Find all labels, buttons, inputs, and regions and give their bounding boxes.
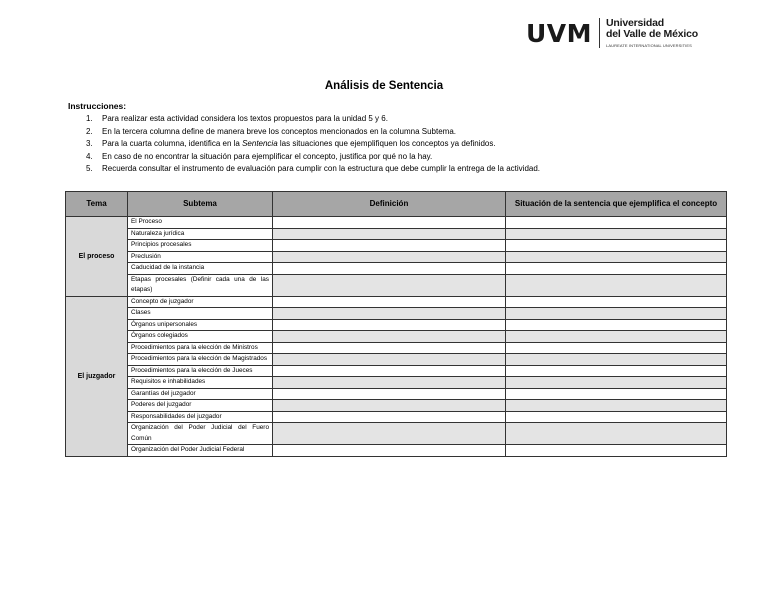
instruction-number: 2. [86, 126, 93, 136]
subtema-cell: Procedimientos para la elección de Magistrados [128, 354, 273, 366]
subtema-cell: Órganos colegiados [128, 331, 273, 343]
table-row [66, 354, 727, 366]
logo-wordmark [606, 18, 698, 48]
subtema-cell: Organización del Poder Judicial del Fuero Común [128, 423, 273, 445]
definicion-cell[interactable] [273, 240, 506, 252]
situacion-cell[interactable] [506, 240, 727, 252]
situacion-cell[interactable] [506, 319, 727, 331]
logo-mark: UVM [526, 18, 593, 48]
logo-line-2: del Valle de México [606, 28, 698, 40]
table-row [66, 296, 727, 308]
page-title: Análisis de Sentencia [324, 80, 444, 92]
instruction-emphasis: Sentencia [242, 139, 278, 149]
table-row [66, 228, 727, 240]
situacion-cell[interactable] [506, 263, 727, 275]
subtema-cell: El Proceso [128, 217, 273, 229]
table-header-row [66, 192, 727, 217]
instruction-item [86, 138, 540, 151]
subtema-cell: Responsabilidades del juzgador [128, 411, 273, 423]
logo-divider [599, 18, 600, 48]
situacion-cell[interactable] [506, 377, 727, 389]
table-row [66, 240, 727, 252]
definicion-cell[interactable] [273, 296, 506, 308]
table-row [66, 377, 727, 389]
situacion-cell[interactable] [506, 400, 727, 412]
subtema-cell: Organización del Poder Judicial Federal [128, 445, 273, 457]
table-row [66, 365, 727, 377]
instruction-text: En caso de no encontrar la situación para ejemplificar el concepto, justifica por qué no la hay. [102, 151, 433, 161]
definicion-cell[interactable] [273, 251, 506, 263]
definicion-cell[interactable] [273, 228, 506, 240]
table-row [66, 388, 727, 400]
subtema-cell: Órganos unipersonales [128, 319, 273, 331]
definicion-cell[interactable] [273, 263, 506, 275]
definicion-cell[interactable] [273, 365, 506, 377]
instruction-item [86, 163, 540, 176]
header-subtema: Subtema [128, 192, 273, 217]
situacion-cell[interactable] [506, 445, 727, 457]
table-row [66, 263, 727, 275]
subtema-cell: Etapas procesales (Definir cada una de las etapas) [128, 274, 273, 296]
instructions-list [86, 113, 540, 176]
situacion-cell[interactable] [506, 296, 727, 308]
table-row [66, 423, 727, 445]
table-row [66, 308, 727, 320]
definicion-cell[interactable] [273, 217, 506, 229]
situacion-cell[interactable] [506, 228, 727, 240]
definicion-cell[interactable] [273, 331, 506, 343]
definicion-cell[interactable] [273, 445, 506, 457]
definicion-cell[interactable] [273, 354, 506, 366]
header-situacion: Situación de la sentencia que ejemplifica el concepto [506, 192, 727, 217]
header-tema: Tema [66, 192, 128, 217]
instruction-item [86, 113, 540, 126]
logo-line-3: LAUREATE INTERNATIONAL UNIVERSITIES [606, 43, 692, 48]
situacion-cell[interactable] [506, 342, 727, 354]
table-row [66, 400, 727, 412]
instruction-number: 5. [86, 164, 93, 174]
situacion-cell[interactable] [506, 308, 727, 320]
definicion-cell[interactable] [273, 411, 506, 423]
instruction-text: En la tercera columna define de manera breve los conceptos mencionados en la columna Subtema. [102, 126, 456, 136]
situacion-cell[interactable] [506, 354, 727, 366]
subtema-cell: Principios procesales [128, 240, 273, 252]
subtema-cell: Preclusión [128, 251, 273, 263]
analysis-table [65, 191, 727, 457]
definicion-cell[interactable] [273, 423, 506, 445]
tema-cell: El proceso [66, 217, 128, 297]
instruction-text: Recuerda consultar el instrumento de evaluación para cumplir con la estructura que debe cumplir la entrega de la actividad. [102, 164, 541, 174]
subtema-cell: Requisitos e inhabilidades [128, 377, 273, 389]
subtema-cell: Concepto de juzgador [128, 296, 273, 308]
instruction-item [86, 151, 540, 164]
subtema-cell: Clases [128, 308, 273, 320]
definicion-cell[interactable] [273, 308, 506, 320]
tema-cell: El juzgador [66, 296, 128, 456]
definicion-cell[interactable] [273, 342, 506, 354]
table-row [66, 274, 727, 296]
subtema-cell: Caducidad de la instancia [128, 263, 273, 275]
situacion-cell[interactable] [506, 388, 727, 400]
subtema-cell: Procedimientos para la elección de Jueces [128, 365, 273, 377]
table-row [66, 217, 727, 229]
definicion-cell[interactable] [273, 319, 506, 331]
table-row [66, 445, 727, 457]
subtema-cell: Garantías del juzgador [128, 388, 273, 400]
situacion-cell[interactable] [506, 423, 727, 445]
definicion-cell[interactable] [273, 400, 506, 412]
uvm-logo [526, 17, 698, 49]
situacion-cell[interactable] [506, 331, 727, 343]
definicion-cell[interactable] [273, 274, 506, 296]
subtema-cell: Naturaleza jurídica [128, 228, 273, 240]
logo-line-1: Universidad [606, 17, 664, 29]
subtema-cell: Procedimientos para la elección de Ministros [128, 342, 273, 354]
instruction-number: 1. [86, 114, 93, 123]
table-row [66, 331, 727, 343]
definicion-cell[interactable] [273, 388, 506, 400]
instruction-text: Para realizar esta actividad considera los textos propuestos para la unidad 5 y 6. [102, 114, 388, 123]
situacion-cell[interactable] [506, 274, 727, 296]
table-row [66, 411, 727, 423]
table-body [66, 217, 727, 457]
definicion-cell[interactable] [273, 377, 506, 389]
table-row [66, 319, 727, 331]
instruction-number: 3. [86, 139, 93, 149]
instruction-number: 4. [86, 151, 93, 161]
situacion-cell[interactable] [506, 365, 727, 377]
instructions-heading: Instrucciones: [68, 101, 127, 111]
table-row [66, 342, 727, 354]
instruction-text: Para la cuarta columna, identifica en la [102, 139, 243, 149]
subtema-cell: Poderes del juzgador [128, 400, 273, 412]
situacion-cell[interactable] [506, 217, 727, 229]
situacion-cell[interactable] [506, 411, 727, 423]
header-definicion: Definición [273, 192, 506, 217]
instruction-text: las situaciones que ejemplifiquen los conceptos ya definidos. [277, 139, 496, 149]
instruction-item [86, 126, 540, 139]
situacion-cell[interactable] [506, 251, 727, 263]
table-row [66, 251, 727, 263]
